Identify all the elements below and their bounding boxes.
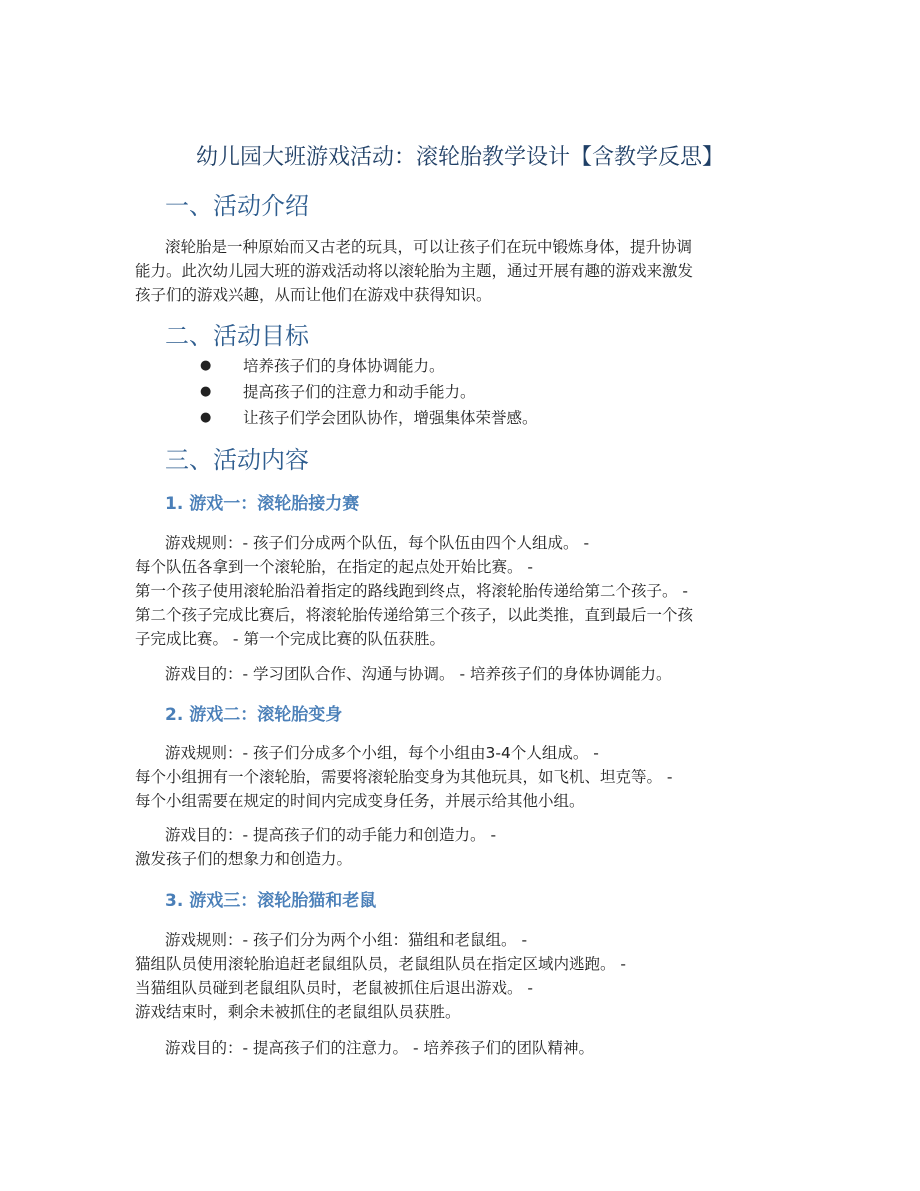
game2-purpose [135,823,787,871]
list-item-text: 培养孩子们的身体协调能力。 [243,357,445,375]
rules-line: 每个小组需要在规定的时间内完成变身任务，并展示给其他小组。 [135,792,585,810]
document-title: 幼儿园大班游戏活动：滚轮胎教学设计【含教学反思】 [195,145,724,170]
rules-line: 第二个孩子完成比赛后，将滚轮胎传递给第三个孩子，以此类推，直到最后一个孩 [135,606,694,624]
list-item-text: 提高孩子们的注意力和动手能力。 [243,383,476,401]
heading-game2: 2. 游戏二：滚轮胎变身 [165,705,343,725]
rules-line: 猫组队员使用滚轮胎追赶老鼠组队员，老鼠组队员在指定区域内逃跑。 - [135,955,627,973]
rules-line: 第一个孩子使用滚轮胎沿着指定的路线跑到终点，将滚轮胎传递给第二个孩子。 - [135,582,689,600]
game1-rules [135,531,787,651]
rules-line: 每个队伍各拿到一个滚轮胎，在指定的起点处开始比赛。 - [135,558,534,576]
rules-line: 游戏结束时，剩余未被抓住的老鼠组队员获胜。 [135,1003,461,1021]
game3-rules [135,928,787,1024]
game1-purpose [135,662,787,686]
rules-line: 游戏规则：- 孩子们分为两个小组：猫组和老鼠组。 - [165,931,528,949]
heading-game3: 3. 游戏三：滚轮胎猫和老鼠 [165,891,377,911]
purpose-line: 激发孩子们的想象力和创造力。 [135,850,353,868]
heading-goals: 二、活动目标 [165,322,309,350]
rules-line: 游戏规则：- 孩子们分成两个队伍，每个队伍由四个人组成。 - [165,534,590,552]
bullet-icon: ● [200,358,212,373]
intro-line: 滚轮胎是一种原始而又古老的玩具，可以让孩子们在玩中锻炼身体，提升协调 [165,238,693,256]
intro-line: 能力。此次幼儿园大班的游戏活动将以滚轮胎为主题，通过开展有趣的游戏来激发 [135,262,694,280]
list-item-text: 让孩子们学会团队协作，增强集体荣誉感。 [243,409,538,427]
heading-content: 三、活动内容 [165,446,309,474]
purpose-line: 游戏目的：- 提高孩子们的动手能力和创造力。 - [165,826,497,844]
rules-line: 游戏规则：- 孩子们分成多个小组，每个小组由3-4个人组成。 - [165,744,599,762]
purpose-line: 游戏目的：- 提高孩子们的注意力。 - 培养孩子们的团队精神。 [165,1039,594,1057]
game3-purpose [135,1036,787,1060]
intro-line: 孩子们的游戏兴趣，从而让他们在游戏中获得知识。 [135,286,492,304]
purpose-line: 游戏目的：- 学习团队合作、沟通与协调。 - 培养孩子们的身体协调能力。 [165,665,672,683]
goals-list [200,353,538,431]
bullet-icon: ● [200,410,212,425]
list-item [200,353,538,379]
rules-line: 每个小组拥有一个滚轮胎，需要将滚轮胎变身为其他玩具，如飞机、坦克等。 - [135,768,673,786]
game2-rules [135,741,787,813]
heading-intro: 一、活动介绍 [165,192,309,220]
list-item [200,405,538,431]
intro-paragraph [135,235,787,307]
heading-game1: 1. 游戏一：滚轮胎接力赛 [165,494,360,514]
rules-line: 当猫组队员碰到老鼠组队员时，老鼠被抓住后退出游戏。 - [135,979,534,997]
rules-line: 子完成比赛。 - 第一个完成比赛的队伍获胜。 [135,630,445,648]
list-item [200,379,538,405]
bullet-icon: ● [200,384,212,399]
